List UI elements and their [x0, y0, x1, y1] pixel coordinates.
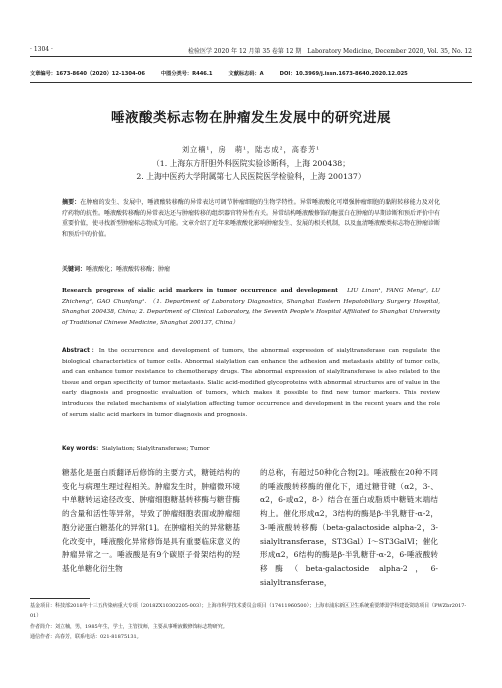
- meta-rule: [30, 82, 472, 83]
- header-rule: [30, 56, 472, 57]
- article-meta: [30, 70, 472, 77]
- abstract-label: 摘要：: [62, 199, 81, 206]
- chinese-keywords: [62, 264, 440, 273]
- footnotes: [30, 598, 472, 643]
- journal-citation: 检验医学 2020 年 12 月第 35 卷第 12 期 Laboratory Medicine, December 2020, Vol. 35, No. 12: [187, 48, 472, 55]
- keywords-text: 唾液酸化；唾液酸转移酶；肿瘤: [86, 266, 171, 273]
- keywords-label: 关键词：: [62, 266, 87, 273]
- article-number: 文章编号：1673-8640（2020）12-1304-06: [30, 71, 145, 77]
- document-code: 文献标志码：A: [228, 71, 264, 77]
- fund-note: 基金项目：科技部2018年十三五传染病重大专项（2018ZX10302205-003）；上海市科学技术委员会项目（17411960500）；上海市浦东新区卫生系统重要薄弱学科建设资助项目（PWZbr2017-01）: [30, 603, 467, 620]
- page-number: · 1304 ·: [30, 46, 53, 53]
- doi: DOI：10.3969/j.issn.1673-8640.2020.12.025: [279, 71, 408, 77]
- english-keywords: [62, 444, 440, 455]
- author-list: 刘立楠¹，房 萌¹，陆志成²，高春芳¹: [181, 145, 321, 154]
- body-column-left: 糖基化是蛋白质翻译后修饰的主要方式，糖链结构的变化与病理生理过程相关。肿瘤发生时，肿瘤微环境中单糖转运途径改变、肿瘤细胞糖基转移酶与糖苷酶的含量和活性等异常，导致了肿瘤细胞表面或肿瘤细胞分泌蛋白糖基化的异常[1]。在肿瘤相关的异常糖基化改变中，唾液酸化异常修饰是具有重要临床意义的肿瘤异常之一。唾液酸是有9个碳原子骨架结构的羟基化单糖化衍生物: [62, 468, 240, 573]
- abstract-text: 在肿瘤的发生、发展中，唾液酸转移酶的异常表达可调节肿瘤细胞的生物学特性。异常唾液酸化可增强肿瘤细胞的黏附转移能力及对化疗药物的抗性。唾液酸转移酶的异常表达还与肿瘤转移的组织器官特异性有关。异常结构唾液酸修饰的糖蛋白在肿瘤的早期诊断和预后评价中有重要价值，使寻找新型肿瘤标志物成为可能。文章介绍了近年来唾液酸化影响肿瘤发生、发展的相关机制，以及血清唾液酸类标志物在肿瘤诊断和预后中的价值。: [62, 199, 441, 238]
- english-title: Research progress of sialic acid markers in tumor occurrence and development: [62, 288, 338, 294]
- footnote-rule: [30, 598, 90, 599]
- affiliation-1: （1. 上海东方肝胆外科医院实验诊断科，上海 200438；: [151, 159, 351, 168]
- english-abstract-label: Abstract：: [62, 348, 99, 354]
- clc-number: 中图分类号：R446.1: [160, 71, 213, 77]
- english-keywords-label: Key words：: [62, 446, 102, 452]
- english-affiliation: （1. Department of Laboratory Diagnostics, Shanghai Eastern Hepatobiliary Surgery Hospital, Shanghai 200438, China; 2. Department of Clinical Laboratory, the Seventh People's Hospital Affiliated to Shanghai University of Traditional Chinese Medicine, Shanghai 200137, China）: [62, 298, 440, 326]
- english-keywords-text: Sialylation; Sialyltransferase; Tumor: [101, 446, 210, 452]
- english-title-block: [62, 286, 440, 328]
- english-authors: LIU Linan¹, FANG Meng¹, LU Zhicheng², GAO Chunfang¹.: [62, 288, 440, 305]
- paper-title: 唾液酸类标志物在肿瘤发生发展中的研究进展: [111, 110, 391, 126]
- correspondence-note: 通信作者：高春芳，联系电话：021-81875131。: [30, 634, 142, 641]
- author-note: 作者简介：刘立楠，男，1985年生，学士，主管技师，主要从事唾液酸修饰标志物研究。: [30, 623, 228, 630]
- body-column-right: 的总称，有超过50种化合物[2]。唾液酸在20种不同的唾液酸转移酶的催化下，通过糖苷键（α2，3-、α2，6-或α2，8-）结合在蛋白或脂质中糖链末端结构上。催化形成α2，3结构的酶是β-半乳糖苷-α-2，3-唾液酸转移酶（beta-galactoside alpha-2，3-sialyltransferase，ST3Gal）Ⅰ～ST3GalⅥ；催化形成α2，6结构的酶是β-半乳糖苷-α-2，6-唾液酸转移酶（beta-galactoside alpha-2，6-sialyltransferase，: [260, 468, 438, 587]
- affiliation-2: 2. 上海中医药大学附属第七人民医院医学检验科，上海 200137）: [136, 172, 366, 181]
- english-abstract: [62, 346, 440, 420]
- chinese-abstract: [62, 198, 440, 240]
- english-abstract-text: In the occurrence and development of tumors, the abnormal expression of sialyltransferase can regulate the biological characteristics of tumor cells. Abnormal sialylation can enhance the adhesion and metastasis ability of tumor cells, and can enhance tumor resistance to chemotherapy drugs. The abnormal expression of sialyltransferase is also related to the tissue and organ specificity of tumor metastasis. Sialic acid-modified glycoproteins with abnormal structures are of value in the early diagnosis and prognostic evaluation of tumors, which makes it possible to find new tumor markers. This review introduces the related mechanisms of sialylation affecting tumor occurrence and development in the recent years and the role of serum sialic acid markers in tumor diagnosis and prognosis.: [62, 348, 440, 418]
